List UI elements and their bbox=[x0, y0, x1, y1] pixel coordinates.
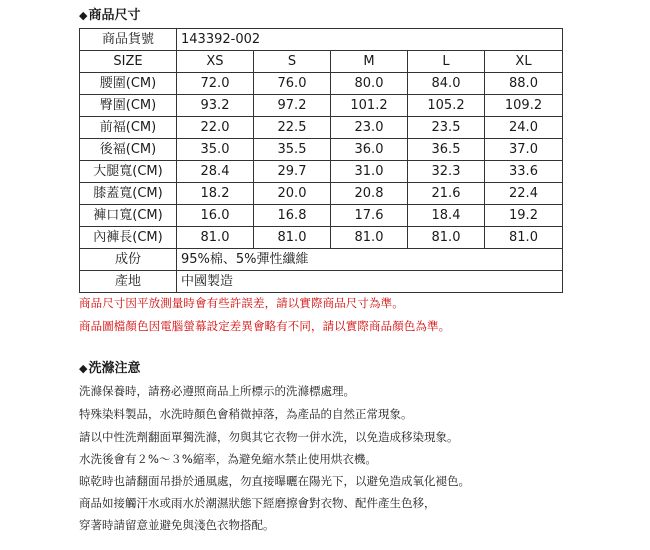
diamond-bullet-icon: ◆ bbox=[79, 9, 88, 22]
measurement-value: 22.5 bbox=[254, 117, 331, 139]
measurement-row bbox=[80, 227, 563, 249]
measurement-row bbox=[80, 95, 563, 117]
care-instruction-line: 特殊染料製品，水洗時顏色會稍微掉落，為產品的自然正常現象。 bbox=[79, 407, 413, 421]
measurement-value: 81.0 bbox=[485, 227, 563, 249]
size-header-cell: XS bbox=[177, 51, 254, 73]
measurement-label: 腰圍(CM) bbox=[80, 73, 177, 95]
size-header-cell: XL bbox=[485, 51, 563, 73]
size-header-cell: L bbox=[408, 51, 485, 73]
size-header-row bbox=[80, 51, 563, 73]
size-header-cell: M bbox=[331, 51, 408, 73]
size-section-title bbox=[79, 8, 140, 24]
measurement-value: 28.4 bbox=[177, 161, 254, 183]
measurement-value: 37.0 bbox=[485, 139, 563, 161]
care-instruction-line: 洗滌保養時，請務必遵照商品上所標示的洗滌標處理。 bbox=[79, 384, 355, 398]
measurement-value: 84.0 bbox=[408, 73, 485, 95]
size-header-label: SIZE bbox=[80, 51, 177, 73]
measurement-value: 93.2 bbox=[177, 95, 254, 117]
measurement-value: 33.6 bbox=[485, 161, 563, 183]
measurement-label: 前褔(CM) bbox=[80, 117, 177, 139]
measurement-value: 20.8 bbox=[331, 183, 408, 205]
care-instruction-line: 晾乾時也請翻面吊掛於通風處，勿直接曝曬在陽光下，以避免造成氧化褪色。 bbox=[79, 474, 470, 488]
care-instruction-line: 穿著時請留意並避免與淺色衣物搭配。 bbox=[79, 518, 275, 532]
care-instruction-line: 水洗後會有２%～３%縮率，為避免縮水禁止使用烘衣機。 bbox=[79, 452, 377, 466]
composition-value: 95%棉、5%彈性纖維 bbox=[177, 249, 563, 271]
measurement-value: 18.4 bbox=[408, 205, 485, 227]
measurement-value: 18.2 bbox=[177, 183, 254, 205]
measurement-label: 臀圍(CM) bbox=[80, 95, 177, 117]
measurement-value: 88.0 bbox=[485, 73, 563, 95]
measurement-value: 81.0 bbox=[177, 227, 254, 249]
measurement-value: 76.0 bbox=[254, 73, 331, 95]
measurement-value: 101.2 bbox=[331, 95, 408, 117]
measurement-value: 24.0 bbox=[485, 117, 563, 139]
measurement-value: 105.2 bbox=[408, 95, 485, 117]
measurement-value: 31.0 bbox=[331, 161, 408, 183]
color-disclaimer-note: 商品圖檔顏色因電腦螢幕設定差異會略有不同，請以實際商品顏色為準。 bbox=[79, 319, 451, 333]
measurement-value: 22.0 bbox=[177, 117, 254, 139]
composition-label: 成份 bbox=[80, 249, 177, 271]
measurement-row bbox=[80, 139, 563, 161]
measurement-value: 72.0 bbox=[177, 73, 254, 95]
measurement-value: 36.5 bbox=[408, 139, 485, 161]
measurement-value: 29.7 bbox=[254, 161, 331, 183]
measurement-value: 36.0 bbox=[331, 139, 408, 161]
measurement-value: 35.5 bbox=[254, 139, 331, 161]
origin-row bbox=[80, 271, 563, 293]
measurement-value: 17.6 bbox=[331, 205, 408, 227]
measurement-row bbox=[80, 205, 563, 227]
measurement-value: 109.2 bbox=[485, 95, 563, 117]
origin-value: 中國製造 bbox=[177, 271, 563, 293]
measurement-value: 23.0 bbox=[331, 117, 408, 139]
measurement-value: 23.5 bbox=[408, 117, 485, 139]
measurement-label: 大腿寬(CM) bbox=[80, 161, 177, 183]
measurement-value: 81.0 bbox=[408, 227, 485, 249]
product-number-row bbox=[80, 29, 563, 51]
measurement-label: 後褔(CM) bbox=[80, 139, 177, 161]
measurement-value: 22.4 bbox=[485, 183, 563, 205]
size-section-title-text: 商品尺寸 bbox=[88, 8, 141, 23]
measurement-label: 膝蓋寬(CM) bbox=[80, 183, 177, 205]
measurement-value: 80.0 bbox=[331, 73, 408, 95]
product-number-label: 商品貨號 bbox=[80, 29, 177, 51]
measurement-row bbox=[80, 183, 563, 205]
measurement-row bbox=[80, 117, 563, 139]
measurement-label: 內褲長(CM) bbox=[80, 227, 177, 249]
size-table bbox=[79, 28, 563, 293]
measurement-value: 21.6 bbox=[408, 183, 485, 205]
composition-row bbox=[80, 249, 563, 271]
care-instruction-line: 請以中性洗劑翻面單獨洗滌，勿與其它衣物一併水洗，以免造成移染現象。 bbox=[79, 430, 459, 444]
measurement-value: 16.0 bbox=[177, 205, 254, 227]
size-disclaimer-note: 商品尺寸因平放測量時會有些許誤差，請以實際商品尺寸為準。 bbox=[79, 296, 404, 310]
care-section-title bbox=[79, 361, 140, 377]
measurement-value: 35.0 bbox=[177, 139, 254, 161]
measurement-value: 32.3 bbox=[408, 161, 485, 183]
measurement-value: 16.8 bbox=[254, 205, 331, 227]
care-section-title-text: 洗滌注意 bbox=[88, 361, 141, 376]
measurement-value: 20.0 bbox=[254, 183, 331, 205]
diamond-bullet-icon: ◆ bbox=[79, 362, 88, 375]
product-number-value: 143392-002 bbox=[177, 29, 563, 51]
measurement-row bbox=[80, 161, 563, 183]
measurement-value: 19.2 bbox=[485, 205, 563, 227]
measurement-value: 97.2 bbox=[254, 95, 331, 117]
measurement-row bbox=[80, 73, 563, 95]
origin-label: 產地 bbox=[80, 271, 177, 293]
measurement-value: 81.0 bbox=[331, 227, 408, 249]
measurement-value: 81.0 bbox=[254, 227, 331, 249]
care-instruction-line: 商品如接觸汗水或雨水於潮濕狀態下經磨擦會對衣物、配件產生色移， bbox=[79, 496, 436, 510]
measurement-label: 褲口寬(CM) bbox=[80, 205, 177, 227]
size-header-cell: S bbox=[254, 51, 331, 73]
